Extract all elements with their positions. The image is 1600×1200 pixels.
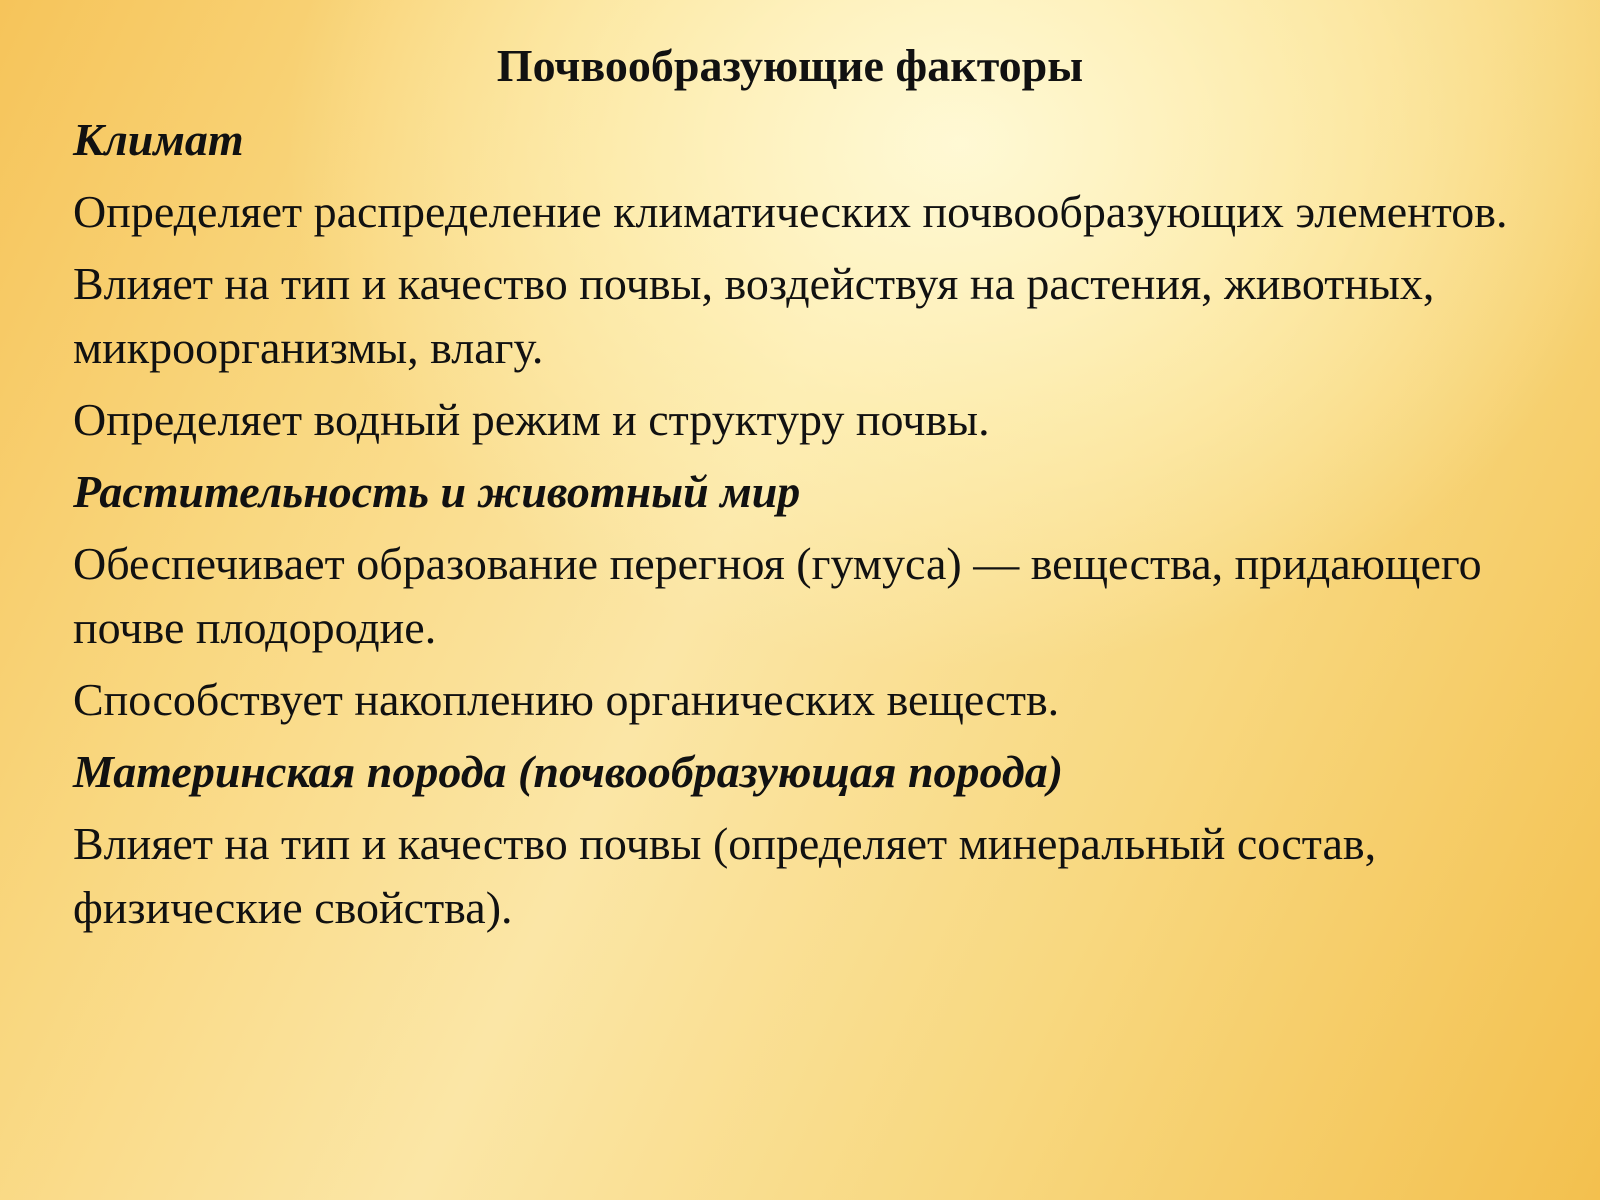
- section-paragraph: Обеспечивает образование перегноя (гумуса) — вещества, придающего почве плодородие.: [73, 538, 1482, 653]
- slide-content: [73, 108, 1553, 948]
- slide-title: Почвообразующие факторы: [496, 40, 1084, 91]
- section-heading: Материнская порода (почвообразующая порода): [73, 746, 1064, 797]
- section-paragraph: Определяет распределение климатических почвообразующих элементов.: [73, 186, 1508, 237]
- section-heading: Климат: [73, 114, 244, 165]
- section-paragraph: Влияет на тип и качество почвы (определяет минеральный состав, физические свойства).: [73, 818, 1377, 933]
- section-paragraph: Определяет водный режим и структуру почвы.: [73, 394, 990, 445]
- section-parent-rock: [73, 740, 1553, 940]
- section-paragraph: Влияет на тип и качество почвы, воздействуя на растения, животных, микроорганизмы, влагу.: [73, 258, 1435, 373]
- section-vegetation-fauna: [73, 460, 1553, 732]
- section-climate: [73, 108, 1553, 452]
- section-heading: Растительность и животный мир: [73, 466, 801, 517]
- section-paragraph: Способствует накоплению органических веществ.: [73, 674, 1060, 725]
